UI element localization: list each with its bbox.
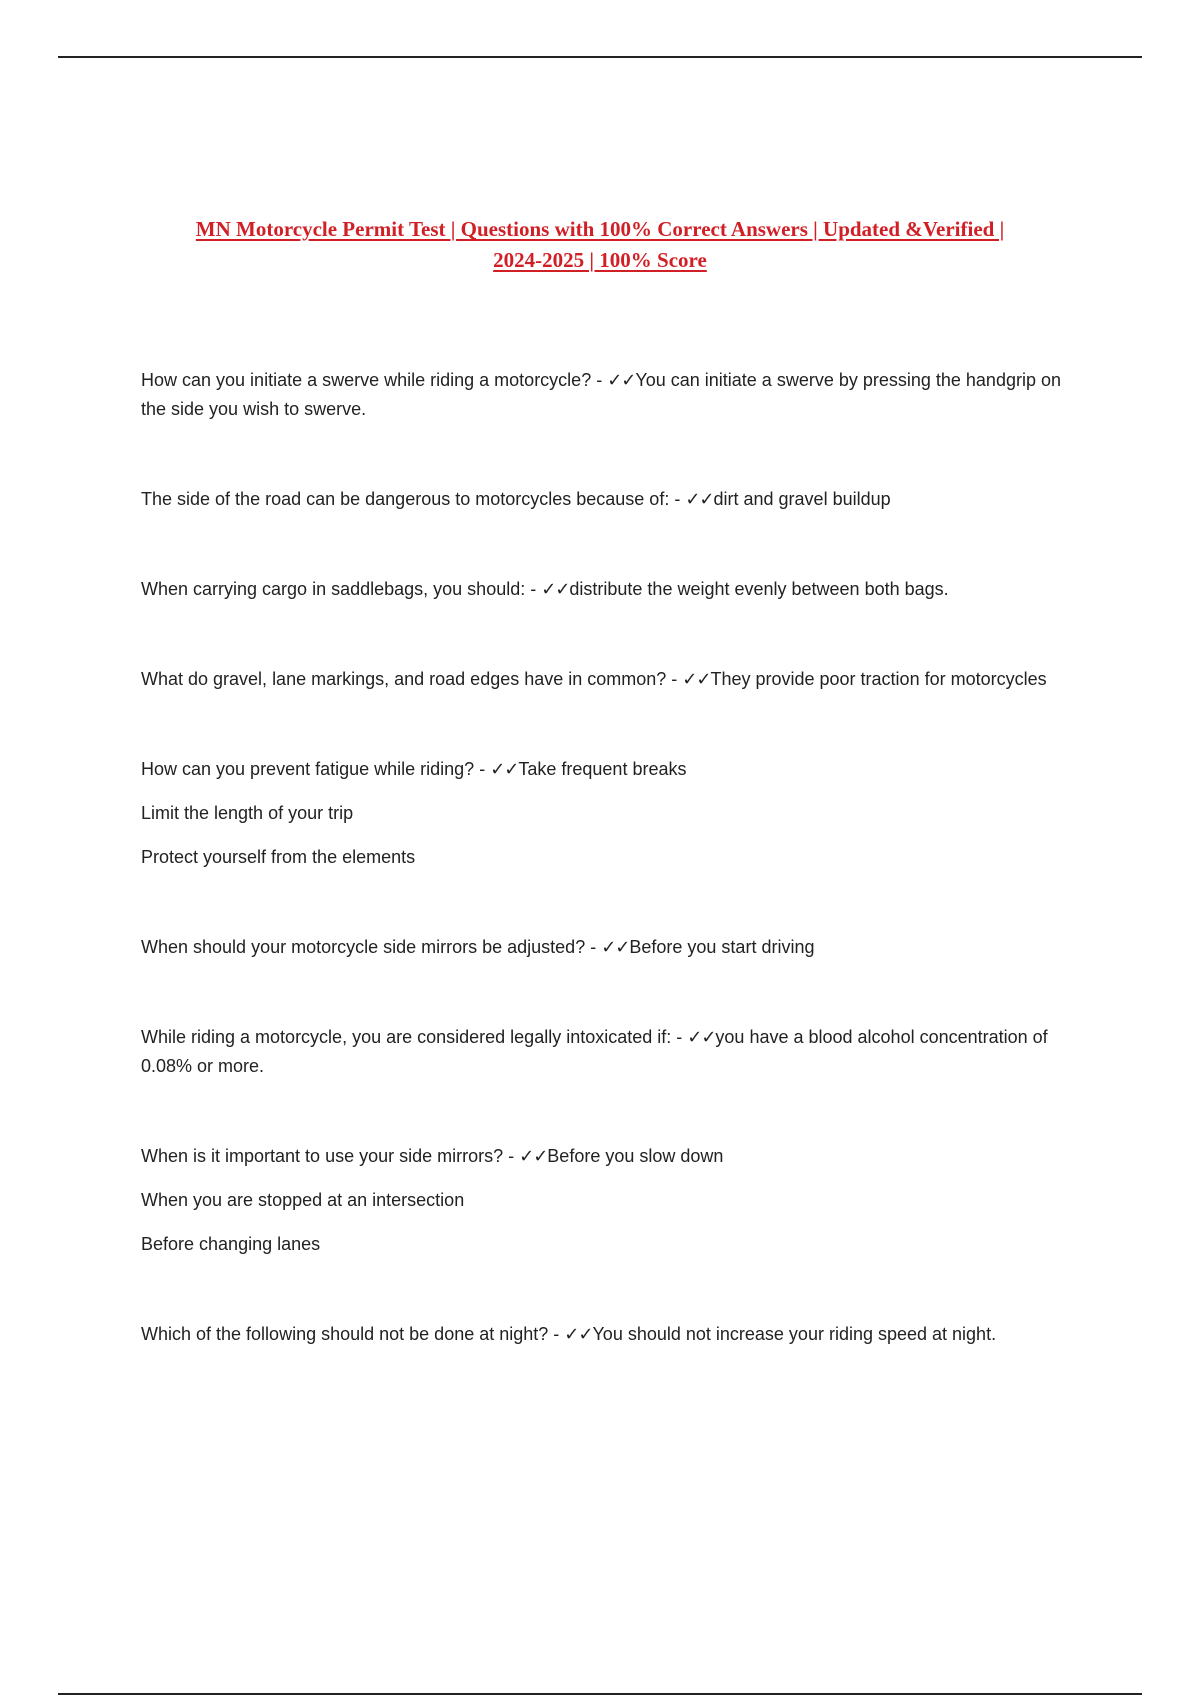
question-text: When is it important to use your side mirrors? - <box>141 1146 520 1166</box>
qa-item <box>141 1142 1061 1259</box>
question-text: Which of the following should not be done at night? - <box>141 1324 565 1344</box>
title-line-1: MN Motorcycle Permit Test | Questions with 100% Correct Answers | Updated &Verified | <box>195 217 1005 241</box>
answer-extra-line: Protect yourself from the elements <box>141 847 416 867</box>
check-mark-icon: ✓✓ <box>607 370 636 390</box>
header-rule <box>58 56 1142 58</box>
check-mark-icon: ✓✓ <box>519 1146 548 1166</box>
answer-text: dirt and gravel buildup <box>713 489 891 509</box>
qa-item <box>141 755 1061 872</box>
answer-text: you have a blood alcohol concentration of 0.08% or more. <box>141 1027 1048 1076</box>
qa-main-line <box>141 1320 1061 1349</box>
qa-main-line <box>141 755 1061 784</box>
qa-list <box>141 366 1061 1410</box>
question-text: When carrying cargo in saddlebags, you should: - <box>141 579 542 599</box>
answer-text: You can initiate a swerve by pressing the handgrip on the side you wish to swerve. <box>141 370 1061 419</box>
question-text: How can you prevent fatigue while riding? - <box>141 759 491 779</box>
check-mark-icon: ✓✓ <box>564 1324 593 1344</box>
check-mark-icon: ✓✓ <box>490 759 519 779</box>
question-text: The side of the road can be dangerous to motorcycles because of: - <box>141 489 686 509</box>
qa-item <box>141 366 1061 424</box>
qa-main-line <box>141 933 1061 962</box>
qa-item <box>141 575 1061 604</box>
check-mark-icon: ✓✓ <box>687 1027 716 1047</box>
qa-item <box>141 485 1061 514</box>
answer-text: Take frequent breaks <box>518 759 687 779</box>
answer-extra-line: Limit the length of your trip <box>141 803 354 823</box>
question-text: When should your motorcycle side mirrors be adjusted? - <box>141 937 602 957</box>
answer-extra-line: When you are stopped at an intersection <box>141 1190 465 1210</box>
check-mark-icon: ✓✓ <box>541 579 570 599</box>
document-title <box>130 214 1070 276</box>
footer-rule <box>58 1693 1142 1695</box>
question-text: What do gravel, lane markings, and road edges have in common? - <box>141 669 683 689</box>
qa-item <box>141 933 1061 962</box>
answer-text: distribute the weight evenly between both bags. <box>569 579 949 599</box>
answer-extra-line: Before changing lanes <box>141 1234 321 1254</box>
answer-text: Before you start driving <box>629 937 815 957</box>
question-text: How can you initiate a swerve while riding a motorcycle? - <box>141 370 608 390</box>
answer-text: They provide poor traction for motorcycles <box>710 669 1047 689</box>
qa-main-line <box>141 485 1061 514</box>
qa-main-line <box>141 665 1061 694</box>
answer-text: You should not increase your riding speed at night. <box>592 1324 997 1344</box>
check-mark-icon: ✓✓ <box>682 669 711 689</box>
qa-main-line <box>141 1142 1061 1171</box>
qa-item <box>141 1023 1061 1081</box>
check-mark-icon: ✓✓ <box>601 937 630 957</box>
qa-main-line <box>141 366 1061 424</box>
qa-item <box>141 665 1061 694</box>
question-text: While riding a motorcycle, you are considered legally intoxicated if: - <box>141 1027 688 1047</box>
qa-main-line <box>141 575 1061 604</box>
qa-item <box>141 1320 1061 1349</box>
check-mark-icon: ✓✓ <box>685 489 714 509</box>
qa-main-line <box>141 1023 1061 1081</box>
answer-text: Before you slow down <box>547 1146 724 1166</box>
title-line-2: 2024-2025 | 100% Score <box>493 248 707 272</box>
